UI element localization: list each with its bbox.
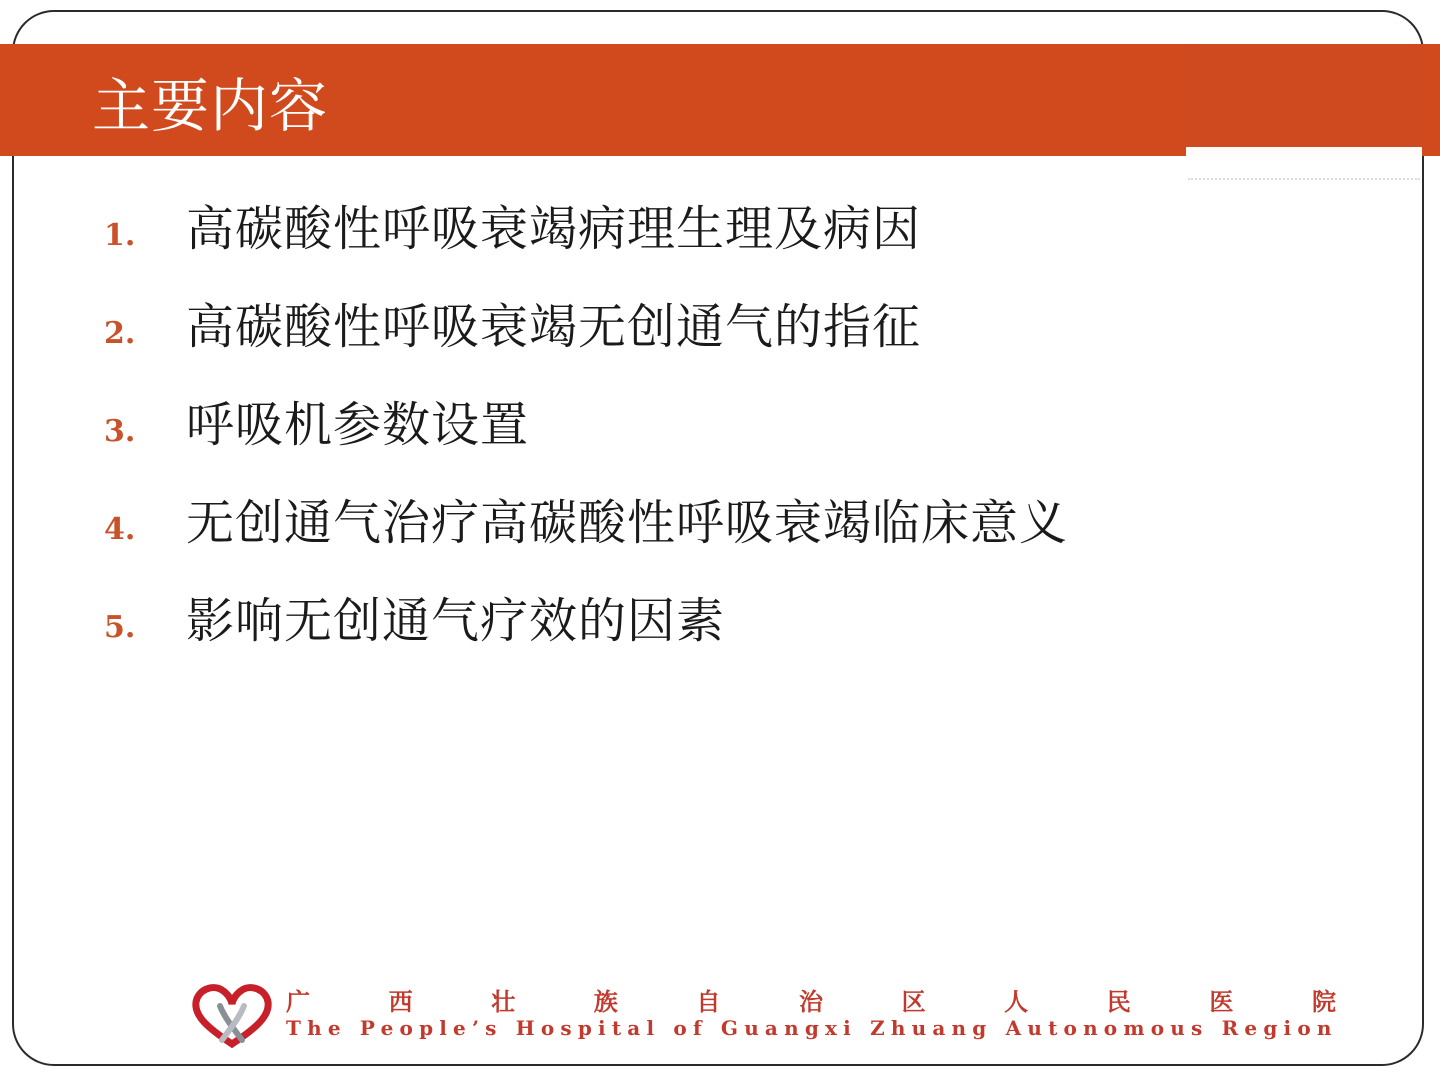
hospital-name-char: 西	[388, 987, 413, 1016]
hospital-name-char: 广	[286, 987, 310, 1016]
list-item-text: 无创通气治疗高碳酸性呼吸衰竭临床意义	[186, 495, 1069, 551]
hospital-name-char: 民	[1106, 987, 1131, 1016]
list-item-text: 高碳酸性呼吸衰竭病理生理及病因	[186, 201, 922, 257]
content-list	[104, 190, 1068, 680]
hospital-name-char: 人	[1004, 987, 1029, 1016]
hospital-name-en: The People’s Hospital of Guangxi Zhuang Autonomous Region	[286, 1016, 1338, 1040]
list-item-number: 2.	[104, 316, 136, 351]
hospital-name-cn	[286, 982, 1336, 1017]
list-item-number: 4.	[104, 512, 136, 547]
list-item-text: 呼吸机参数设置	[186, 397, 530, 453]
title-bar-corner	[1186, 44, 1422, 156]
list-item	[104, 288, 1068, 386]
hospital-name-char: 医	[1209, 987, 1234, 1016]
hospital-footer	[190, 982, 1350, 1052]
list-item-number: 3.	[104, 414, 136, 449]
hospital-name-char: 族	[593, 987, 618, 1016]
list-item-number: 5.	[104, 610, 136, 645]
list-item-text: 影响无创通气疗效的因素	[186, 593, 726, 649]
list-item	[104, 582, 1068, 680]
list-item	[104, 190, 1068, 288]
list-item-number: 1.	[104, 218, 136, 253]
list-item	[104, 484, 1068, 582]
hospital-name-char: 自	[696, 987, 721, 1016]
list-item-text: 高碳酸性呼吸衰竭无创通气的指征	[186, 299, 922, 355]
hospital-name-char: 治	[798, 987, 823, 1016]
list-item	[104, 386, 1068, 484]
corner-watermark-line	[1188, 178, 1420, 190]
hospital-heart-logo-icon	[190, 982, 274, 1050]
hospital-name-char: 区	[901, 987, 926, 1016]
hospital-name-char: 壮	[491, 987, 516, 1016]
slide-title: 主要内容	[92, 72, 329, 140]
hospital-name-char: 院	[1311, 987, 1336, 1016]
